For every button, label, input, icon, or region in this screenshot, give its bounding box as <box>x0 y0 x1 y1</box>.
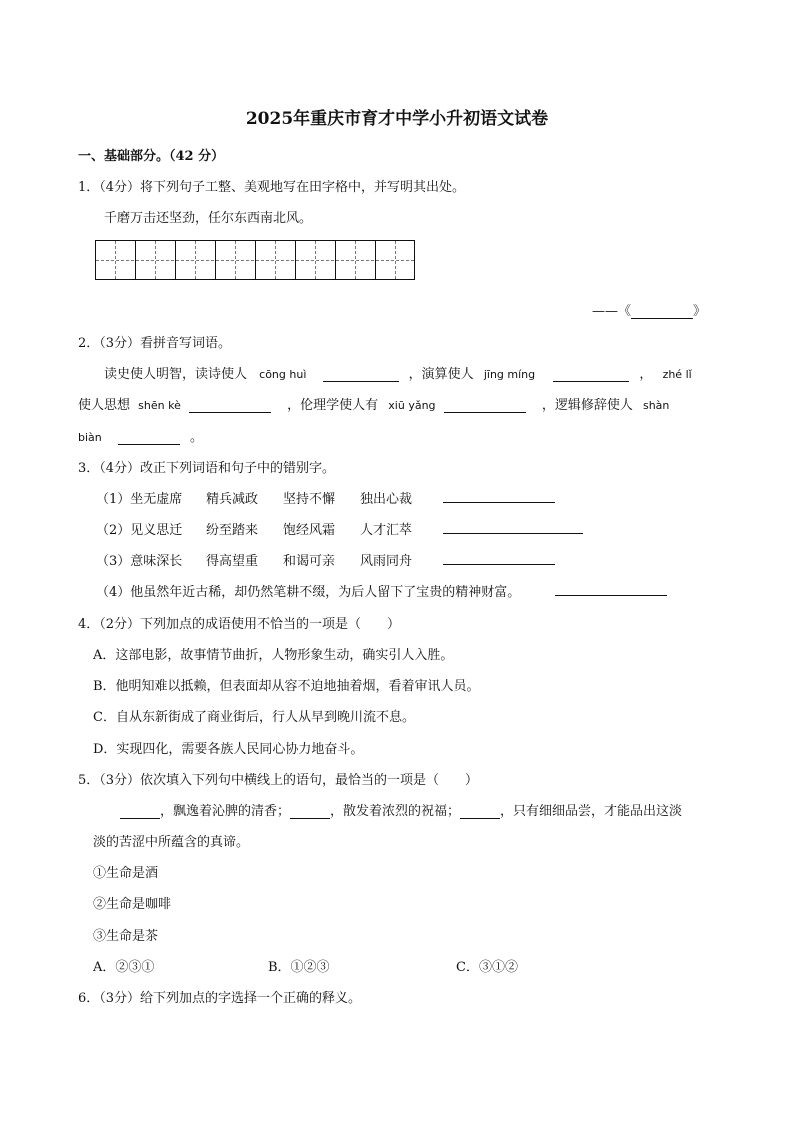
q2-text: ， <box>639 367 653 382</box>
grid-half-cell <box>96 241 116 279</box>
q3-row-1: （1）坐无虚席 <box>96 492 183 507</box>
grid-half-cell <box>176 241 196 279</box>
option-d[interactable]: D．实现四化，需要各族人民同心协力地奋斗。 <box>93 742 364 757</box>
grid-half-cell <box>296 241 316 279</box>
page-title: 2025年重庆市育才中学小升初语文试卷 <box>245 109 549 129</box>
grid-half-cell <box>156 241 176 279</box>
q3-word: 饱经风霜 <box>283 523 336 538</box>
q2-text: ，演算使人 <box>408 367 474 382</box>
grid-half-cell <box>196 241 216 279</box>
q5-text: ，飘逸着沁脾的清香； <box>160 804 291 819</box>
question-5-stem: 5．（3分）依次填入下列句中横线上的语句，最恰当的一项是（ ） <box>78 773 479 788</box>
answer-blank[interactable] <box>118 430 180 445</box>
q3-word: 风雨同舟 <box>360 554 413 569</box>
answer-blank[interactable] <box>443 488 555 503</box>
q3-word: 独出心裁 <box>360 492 413 507</box>
question-3-stem: 3．（4分）改正下列词语和句子中的错别字。 <box>78 461 336 476</box>
option-b[interactable]: B．他明知难以抵赖，但表面却从容不迫地抽着烟，看着审讯人员。 <box>93 679 480 694</box>
q2-line-3 <box>78 426 203 445</box>
q3-row-4: （4）他虽然年近古稀，却仍然笔耕不缀，为后人留下了宝贵的精神财富。 <box>96 585 521 600</box>
q2-line-1 <box>104 363 692 382</box>
answer-blank[interactable] <box>443 550 555 565</box>
tianzige-grid[interactable] <box>95 240 415 280</box>
q3-word: 坚持不懈 <box>283 492 336 507</box>
option-a[interactable]: A．这部电影，故事情节曲折，人物形象生动，确实引人入胜。 <box>93 648 454 663</box>
q3-word: 和谒可亲 <box>283 554 336 569</box>
q3-word: 人才汇萃 <box>360 523 413 538</box>
source-line <box>592 300 706 319</box>
grid-half-cell <box>316 241 336 279</box>
grid-half-cell <box>116 241 136 279</box>
q2-text: ，逻辑修辞使人 <box>541 398 633 413</box>
q3-row-2: （2）见义思迁 <box>96 523 183 538</box>
q5-item-1: ①生命是酒 <box>93 866 159 881</box>
q5-text: ，只有细细品尝，才能品出这淡 <box>500 804 683 819</box>
grid-half-cell <box>276 241 296 279</box>
q2-text: 读史使人明智，读诗使人 <box>104 367 248 382</box>
q2-text: ，伦理学使人有 <box>287 398 379 413</box>
grid-half-cell <box>136 241 156 279</box>
question-6-stem: 6．（3分）给下列加点的字选择一个正确的释义。 <box>78 991 362 1006</box>
pinyin: shēn kè <box>138 399 181 412</box>
choice-a[interactable]: A．②③① <box>93 960 155 975</box>
q3-word: 精兵减政 <box>206 492 259 507</box>
q5-passage-line-1 <box>120 800 682 819</box>
answer-blank[interactable] <box>323 367 399 382</box>
source-blank[interactable] <box>631 304 693 319</box>
section-heading: 一、基础部分。（42 分） <box>78 149 225 164</box>
grid-half-cell <box>336 241 356 279</box>
grid-half-cell <box>256 241 276 279</box>
pinyin: biàn <box>78 431 102 444</box>
q5-text: ，散发着浓烈的祝福； <box>330 804 461 819</box>
grid-half-cell <box>376 241 396 279</box>
pinyin: jīng míng <box>483 368 536 381</box>
pinyin: shàn <box>642 399 670 412</box>
answer-blank[interactable] <box>444 398 526 413</box>
question-1-sentence: 千磨万击还坚劲，任尔东西南北风。 <box>104 211 313 226</box>
choice-c[interactable]: C．③①② <box>456 960 518 975</box>
q3-word: 得高望重 <box>206 554 259 569</box>
question-2-stem: 2．（3分）看拼音写词语。 <box>78 336 232 351</box>
q5-item-3: ③生命是茶 <box>93 929 159 944</box>
source-prefix: ——《 <box>592 304 632 319</box>
q2-line-2 <box>78 394 669 413</box>
pinyin: zhé lǐ <box>662 368 692 381</box>
question-1-stem: 1．（4分）将下列句子工整、美观地写在田字格中，并写明其出处。 <box>78 180 466 195</box>
option-c[interactable]: C．自从东新街成了商业街后，行人从早到晚川流不息。 <box>93 710 415 725</box>
answer-blank[interactable] <box>555 581 667 596</box>
answer-blank[interactable] <box>443 519 583 534</box>
choice-b[interactable]: B．①②③ <box>268 960 330 975</box>
q3-word: 纷至踏来 <box>206 523 259 538</box>
q5-passage-line-2: 淡的苦涩中所蕴含的真谛。 <box>93 835 250 850</box>
grid-half-cell <box>216 241 236 279</box>
grid-half-cell <box>356 241 376 279</box>
q2-text: 。 <box>190 430 204 445</box>
pinyin: xiū yǎng <box>388 399 436 412</box>
grid-half-cell <box>236 241 256 279</box>
answer-blank[interactable] <box>553 367 629 382</box>
question-4-stem: 4．（2分）下列加点的成语使用不恰当的一项是（ ） <box>78 617 401 632</box>
answer-blank[interactable] <box>460 804 500 819</box>
q5-item-2: ②生命是咖啡 <box>93 897 172 912</box>
source-suffix: 》 <box>693 304 707 319</box>
answer-blank[interactable] <box>120 804 160 819</box>
answer-blank[interactable] <box>189 398 271 413</box>
q3-row-3: （3）意味深长 <box>96 554 183 569</box>
pinyin: cōng huì <box>259 368 307 381</box>
q2-text: 使人思想 <box>78 398 131 413</box>
answer-blank[interactable] <box>290 804 330 819</box>
